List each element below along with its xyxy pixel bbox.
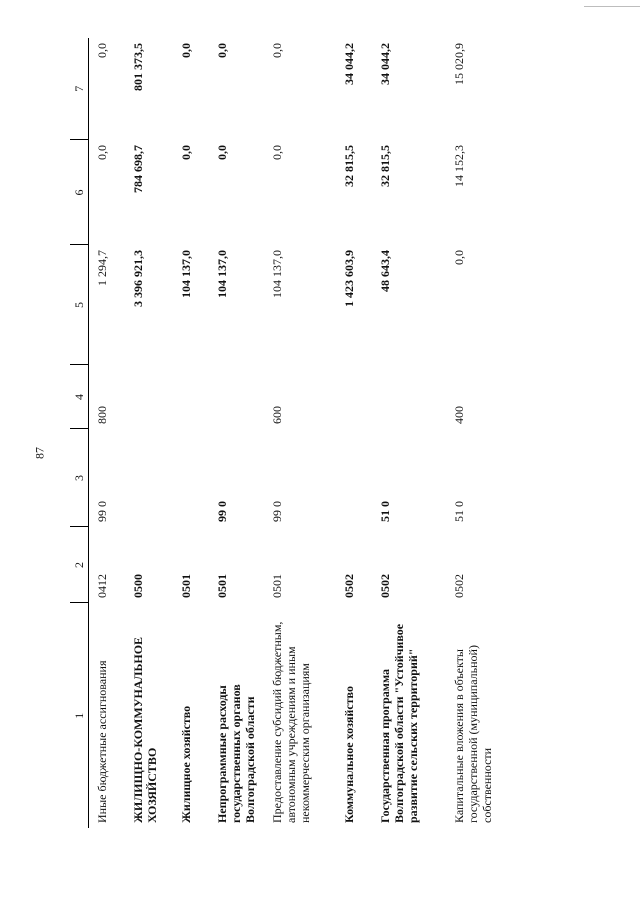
amount-col6-cell: 32 815,5 [377,145,392,187]
header-cell: 2 [70,527,89,603]
row-name-cell: Предоставление субсидий бюджетным, автономным учреждениям и иным некоммерческим организациям [269,621,312,823]
target-code-cell: 99 0 [95,501,110,522]
expense-type-code-cell: 600 [269,406,284,424]
table-row [372,38,446,828]
amount-col7-cell: 15 020,9 [451,43,466,85]
target-code-cell: 51 0 [451,501,466,522]
section-code-cell: 0501 [269,574,284,598]
amount-col6-cell: 0,0 [95,145,110,160]
amount-col5-cell: 104 137,0 [269,250,284,298]
amount-col5-cell: 1 294,7 [95,250,110,286]
section-code-cell: 0500 [131,574,146,598]
row-name-cell: Жилищное хозяйство [179,705,194,823]
scan-corner-mark [584,0,640,7]
budget-table [70,38,512,828]
header-row [70,38,89,828]
section-code-cell: 0502 [377,574,392,598]
table-row [336,38,372,828]
rotated-table-container [70,38,610,828]
table-row [264,38,336,828]
header-cell: 1 [70,603,89,828]
amount-col5-cell: 0,0 [451,250,466,265]
amount-col5-cell: 48 643,4 [377,250,392,292]
row-name-cell: Непрограммные расходы государственных органов Волгоградской области [215,684,258,823]
table-body [89,38,512,828]
expense-type-code-cell [209,365,263,429]
expense-type-code-cell: 800 [95,406,110,424]
section-code-cell: 0502 [451,574,466,598]
amount-col6-cell: 14 152,3 [451,145,466,187]
expense-type-code-cell: 400 [451,406,466,424]
table-row [446,38,512,828]
row-name-cell: Государственная программа Волгоградской области "Устойчивое развитие сельских территорий" [377,623,420,823]
section-code-cell: 0412 [95,574,110,598]
amount-col7-cell: 34 044,2 [341,43,356,85]
row-name-cell: Иные бюджетные ассигнования [95,660,110,823]
page-number: 87 [32,447,47,459]
row-name-cell: Капитальные вложения в объекты государственной (муниципальной) собственности [451,645,494,823]
amount-col5-cell: 3 396 921,3 [131,250,146,307]
amount-col7-cell: 801 373,5 [131,43,146,91]
target-code-cell: 99 0 [215,501,230,522]
expense-type-code-cell [173,365,209,429]
amount-col6-cell: 0,0 [179,145,194,160]
table-row [89,38,126,828]
amount-col7-cell: 0,0 [215,43,230,58]
amount-col7-cell: 0,0 [179,43,194,58]
amount-col5-cell: 104 137,0 [215,250,230,298]
header-cell: 7 [70,38,89,140]
target-code-cell [125,429,173,527]
table-row [173,38,209,828]
expense-type-code-cell [336,365,372,429]
target-code-cell [173,429,209,527]
section-code-cell: 0501 [179,574,194,598]
amount-col6-cell: 0,0 [215,145,230,160]
amount-col6-cell: 784 698,7 [131,145,146,193]
section-code-cell: 0502 [341,574,356,598]
section-code-cell: 0501 [215,574,230,598]
amount-col7-cell: 0,0 [269,43,284,58]
row-name-cell: Коммунальное хозяйство [341,686,356,823]
amount-col6-cell: 32 815,5 [341,145,356,187]
amount-col7-cell: 0,0 [95,43,110,58]
header-cell: 6 [70,140,89,245]
row-name-cell: ЖИЛИЩНО-КОММУНАЛЬНОЕ ХОЗЯЙСТВО [131,636,160,823]
amount-col5-cell: 104 137,0 [179,250,194,298]
header-cell: 5 [70,245,89,365]
target-code-cell [336,429,372,527]
header-cell: 3 [70,429,89,527]
target-code-cell: 99 0 [269,501,284,522]
table-row [209,38,263,828]
expense-type-code-cell [125,365,173,429]
header-cell: 4 [70,365,89,429]
table-row [125,38,173,828]
amount-col5-cell: 1 423 603,9 [341,250,356,307]
amount-col6-cell: 0,0 [269,145,284,160]
expense-type-code-cell [372,365,446,429]
target-code-cell: 51 0 [377,501,392,522]
amount-col7-cell: 34 044,2 [377,43,392,85]
